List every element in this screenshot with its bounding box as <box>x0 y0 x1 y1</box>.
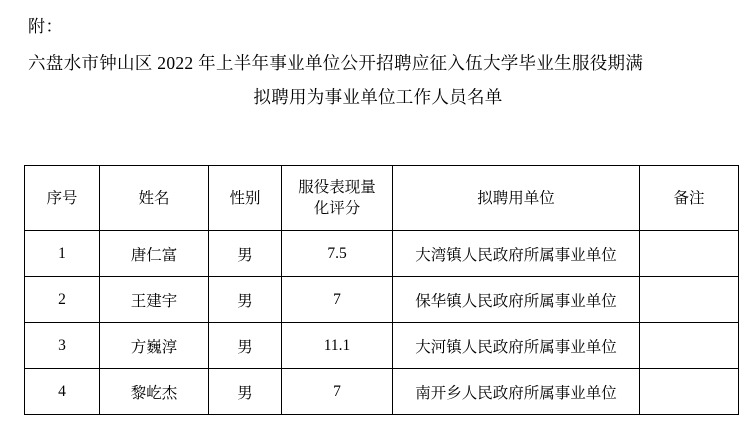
cell-seq: 1 <box>25 231 100 277</box>
attachment-prefix: 附： <box>28 17 63 36</box>
cell-score: 7 <box>282 277 393 323</box>
table-row <box>25 369 739 415</box>
table-row <box>25 277 739 323</box>
header-score <box>282 166 393 231</box>
cell-note <box>640 277 739 323</box>
cell-sex: 男 <box>209 369 282 415</box>
cell-score: 11.1 <box>282 323 393 369</box>
cell-note <box>640 323 739 369</box>
table-header-row <box>25 166 739 231</box>
table-row <box>25 323 739 369</box>
header-score-line-2: 化评分 <box>313 200 361 217</box>
header-name: 姓名 <box>100 166 209 231</box>
cell-score: 7 <box>282 369 393 415</box>
cell-note <box>640 369 739 415</box>
cell-unit: 南开乡人民政府所属事业单位 <box>393 369 640 415</box>
cell-name: 方巍淳 <box>100 323 209 369</box>
cell-unit: 保华镇人民政府所属事业单位 <box>393 277 640 323</box>
header-note: 备注 <box>640 166 739 231</box>
cell-sex: 男 <box>209 323 282 369</box>
cell-seq: 4 <box>25 369 100 415</box>
cell-name: 唐仁富 <box>100 231 209 277</box>
document-title <box>28 46 728 114</box>
header-sex: 性别 <box>209 166 282 231</box>
table-body <box>25 231 739 415</box>
table-header <box>25 166 739 231</box>
cell-sex: 男 <box>209 231 282 277</box>
header-seq: 序号 <box>25 166 100 231</box>
cell-seq: 3 <box>25 323 100 369</box>
header-score-line-1: 服役表现量 <box>298 179 376 196</box>
cell-unit: 大湾镇人民政府所属事业单位 <box>393 231 640 277</box>
roster-table <box>24 165 739 415</box>
cell-name: 黎屹杰 <box>100 369 209 415</box>
cell-sex: 男 <box>209 277 282 323</box>
cell-note <box>640 231 739 277</box>
cell-name: 王建宇 <box>100 277 209 323</box>
cell-unit: 大河镇人民政府所属事业单位 <box>393 323 640 369</box>
cell-seq: 2 <box>25 277 100 323</box>
document-title-line-1: 六盘水市钟山区 2022 年上半年事业单位公开招聘应征入伍大学毕业生服役期满 <box>28 53 644 73</box>
document-title-line-2: 拟聘用为事业单位工作人员名单 <box>253 87 503 107</box>
cell-score: 7.5 <box>282 231 393 277</box>
table-row <box>25 231 739 277</box>
header-unit: 拟聘用单位 <box>393 166 640 231</box>
